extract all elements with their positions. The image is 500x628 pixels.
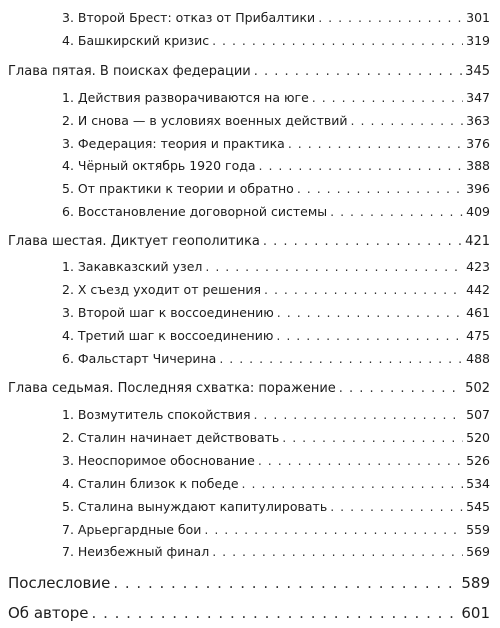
entry-page-number: 442 <box>466 282 490 297</box>
dot-leader <box>318 10 463 25</box>
toc-major-entry <box>8 604 490 624</box>
entry-page-number: 534 <box>466 476 490 491</box>
entry-page-number: 601 <box>461 604 490 622</box>
toc-section-entry <box>62 328 490 348</box>
dot-leader <box>312 90 463 105</box>
dot-leader <box>205 259 463 274</box>
entry-title: 6. Фальстарт Чичерина <box>62 351 217 366</box>
entry-title: 7. Неизбежный финал <box>62 544 210 559</box>
dot-leader <box>264 282 463 297</box>
toc-chapter-entry <box>8 381 490 401</box>
entry-page-number: 569 <box>466 544 490 559</box>
entry-title: 5. От практики к теории и обратно <box>62 181 294 196</box>
entry-title: 3. Второй Брест: отказ от Прибалтики <box>62 10 316 25</box>
dot-leader <box>212 544 463 559</box>
dot-leader <box>351 113 464 128</box>
entry-page-number: 488 <box>466 351 490 366</box>
entry-page-number: 301 <box>466 10 490 25</box>
dot-leader <box>258 453 463 468</box>
dot-leader <box>297 181 463 196</box>
entry-page-number: 421 <box>465 234 490 249</box>
dot-leader <box>254 64 462 79</box>
entry-title: 4. Башкирский кризис <box>62 33 210 48</box>
toc-section-entry <box>62 522 490 542</box>
entry-title: 1. Закавказский узел <box>62 259 203 274</box>
dot-leader <box>276 328 463 343</box>
entry-page-number: 520 <box>466 430 490 445</box>
dot-leader <box>339 381 462 396</box>
toc-section-entry <box>62 90 490 110</box>
dot-leader <box>212 33 463 48</box>
entry-page-number: 502 <box>465 381 490 396</box>
entry-title: 1. Действия разворачиваются на юге <box>62 90 309 105</box>
toc-section-entry <box>62 430 490 450</box>
entry-title: 4. Сталин близок к победе <box>62 476 239 491</box>
dot-leader <box>263 234 462 249</box>
toc-section-entry <box>62 407 490 427</box>
entry-title: 3. Второй шаг к воссоединению <box>62 305 274 320</box>
toc-section-entry <box>62 282 490 302</box>
dot-leader <box>113 574 458 592</box>
toc-major-entry <box>8 574 490 594</box>
entry-page-number: 319 <box>466 33 490 48</box>
entry-page-number: 345 <box>465 64 490 79</box>
entry-title: 4. Третий шаг к воссоединению <box>62 328 274 343</box>
entry-page-number: 507 <box>466 407 490 422</box>
toc-section-entry <box>62 544 490 564</box>
toc-section-entry <box>62 181 490 201</box>
entry-title: Послесловие <box>8 574 111 592</box>
toc-chapter-entry <box>8 234 490 254</box>
entry-title: 1. Возмутитель спокойствия <box>62 407 251 422</box>
entry-title: Глава шестая. Диктует геополитика <box>8 234 260 249</box>
entry-title: 7. Арьергардные бои <box>62 522 202 537</box>
toc-section-entry <box>62 259 490 279</box>
toc-section-entry <box>62 453 490 473</box>
dot-leader <box>277 305 463 320</box>
entry-title: 3. Федерация: теория и практика <box>62 136 285 151</box>
toc-section-entry <box>62 10 490 30</box>
toc-section-entry <box>62 113 490 133</box>
toc-section-entry <box>62 476 490 496</box>
entry-title: 2. Сталин начинает действовать <box>62 430 280 445</box>
entry-page-number: 423 <box>466 259 490 274</box>
entry-page-number: 475 <box>466 328 490 343</box>
dot-leader <box>92 604 459 622</box>
entry-title: Об авторе <box>8 604 89 622</box>
dot-leader <box>288 136 463 151</box>
entry-page-number: 388 <box>466 158 490 173</box>
entry-page-number: 347 <box>466 90 490 105</box>
toc-section-entry <box>62 305 490 325</box>
entry-title: 3. Неоспоримое обоснование <box>62 453 255 468</box>
entry-title: 2. И снова — в условиях военных действий <box>62 113 348 128</box>
entry-page-number: 461 <box>466 305 490 320</box>
entry-title: 6. Восстановление договорной системы <box>62 204 328 219</box>
entry-title: 2. X съезд уходит от решения <box>62 282 262 297</box>
entry-page-number: 545 <box>466 499 490 514</box>
dot-leader <box>330 499 463 514</box>
entry-title: Глава седьмая. Последняя схватка: поражение <box>8 381 336 396</box>
toc-section-entry <box>62 33 490 53</box>
dot-leader <box>253 407 463 422</box>
entry-title: 4. Чёрный октябрь 1920 года <box>62 158 256 173</box>
toc-section-entry <box>62 158 490 178</box>
toc-section-entry <box>62 204 490 224</box>
toc-chapter-entry <box>8 64 490 84</box>
entry-page-number: 409 <box>466 204 490 219</box>
entry-page-number: 589 <box>461 574 490 592</box>
entry-page-number: 396 <box>466 181 490 196</box>
dot-leader <box>204 522 463 537</box>
toc-section-entry <box>62 136 490 156</box>
dot-leader <box>282 430 463 445</box>
entry-title: 5. Сталина вынуждают капитулировать <box>62 499 328 514</box>
dot-leader <box>330 204 463 219</box>
entry-title: Глава пятая. В поисках федерации <box>8 64 251 79</box>
entry-page-number: 363 <box>466 113 490 128</box>
toc-section-entry <box>62 499 490 519</box>
dot-leader <box>219 351 463 366</box>
entry-page-number: 526 <box>466 453 490 468</box>
dot-leader <box>259 158 464 173</box>
entry-page-number: 376 <box>466 136 490 151</box>
entry-page-number: 559 <box>466 522 490 537</box>
toc-section-entry <box>62 351 490 371</box>
dot-leader <box>242 476 464 491</box>
